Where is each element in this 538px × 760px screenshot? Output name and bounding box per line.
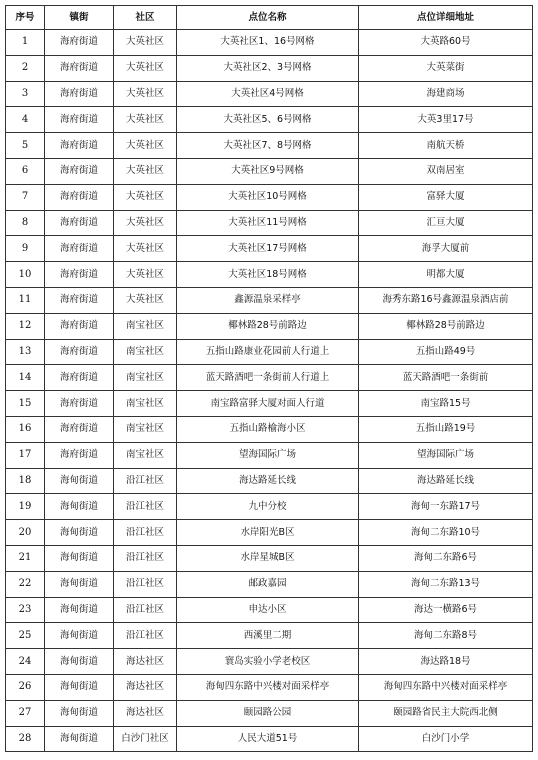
row-number-cell: 18: [6, 468, 45, 494]
row-address-cell: 海秀东路16号鑫源温泉酒店前: [359, 287, 533, 313]
row-point-name-cell: 邮政嘉园: [177, 571, 359, 597]
table-row: [6, 726, 533, 752]
row-community-cell: 大英社区: [114, 55, 177, 81]
row-point-name-cell: 寰岛实验小学老校区: [177, 649, 359, 675]
row-number-cell: 26: [6, 674, 45, 700]
table-row: [6, 339, 533, 365]
row-community-cell: 白沙门社区: [114, 726, 177, 752]
table-body: [6, 30, 533, 752]
row-number-cell: 23: [6, 597, 45, 623]
row-street-cell: 海府街道: [45, 158, 114, 184]
row-community-cell: 南宝社区: [114, 339, 177, 365]
row-street-cell: 海甸街道: [45, 545, 114, 571]
row-number-cell: 21: [6, 545, 45, 571]
row-street-cell: 海府街道: [45, 133, 114, 159]
row-street-cell: 海府街道: [45, 30, 114, 56]
row-number-cell: 3: [6, 81, 45, 107]
row-street-cell: 海甸街道: [45, 726, 114, 752]
row-street-cell: 海甸街道: [45, 520, 114, 546]
row-community-cell: 南宝社区: [114, 416, 177, 442]
table-row: [6, 133, 533, 159]
table-row: [6, 236, 533, 262]
row-point-name-cell: 大英社区18号网格: [177, 262, 359, 288]
row-point-name-cell: 海达路延长线: [177, 468, 359, 494]
row-address-cell: 海达路延长线: [359, 468, 533, 494]
row-number-cell: 7: [6, 184, 45, 210]
row-street-cell: 海府街道: [45, 262, 114, 288]
table-row: [6, 545, 533, 571]
row-street-cell: 海甸街道: [45, 674, 114, 700]
row-point-name-cell: 颐园路公园: [177, 700, 359, 726]
row-address-cell: 五指山路49号: [359, 339, 533, 365]
row-number-cell: 10: [6, 262, 45, 288]
row-address-cell: 海甸二东路13号: [359, 571, 533, 597]
table-row: [6, 81, 533, 107]
row-point-name-cell: 九中分校: [177, 494, 359, 520]
row-number-cell: 13: [6, 339, 45, 365]
row-street-cell: 海府街道: [45, 416, 114, 442]
table-row: [6, 442, 533, 468]
row-address-cell: 海甸二东路6号: [359, 545, 533, 571]
table-row: [6, 520, 533, 546]
row-community-cell: 海达社区: [114, 649, 177, 675]
row-address-cell: 富驿大厦: [359, 184, 533, 210]
row-point-name-cell: 水岸星城B区: [177, 545, 359, 571]
row-street-cell: 海府街道: [45, 287, 114, 313]
row-community-cell: 大英社区: [114, 184, 177, 210]
table-row: [6, 674, 533, 700]
row-community-cell: 大英社区: [114, 107, 177, 133]
row-street-cell: 海府街道: [45, 81, 114, 107]
row-street-cell: 海府街道: [45, 442, 114, 468]
table-row: [6, 262, 533, 288]
table-row: [6, 468, 533, 494]
row-address-cell: 望海国际广场: [359, 442, 533, 468]
table-row: [6, 287, 533, 313]
row-address-cell: 海达一横路6号: [359, 597, 533, 623]
table-row: [6, 571, 533, 597]
row-number-cell: 15: [6, 391, 45, 417]
header-number: 序号: [6, 6, 45, 30]
row-street-cell: 海甸街道: [45, 494, 114, 520]
row-street-cell: 海甸街道: [45, 571, 114, 597]
row-street-cell: 海甸街道: [45, 700, 114, 726]
row-street-cell: 海甸街道: [45, 597, 114, 623]
row-number-cell: 20: [6, 520, 45, 546]
row-community-cell: 南宝社区: [114, 365, 177, 391]
row-address-cell: 大英3里17号: [359, 107, 533, 133]
row-community-cell: 大英社区: [114, 236, 177, 262]
row-point-name-cell: 望海国际广场: [177, 442, 359, 468]
table-row: [6, 55, 533, 81]
row-point-name-cell: 鑫源温泉采样亭: [177, 287, 359, 313]
row-number-cell: 14: [6, 365, 45, 391]
table-row: [6, 313, 533, 339]
row-community-cell: 海达社区: [114, 700, 177, 726]
row-number-cell: 2: [6, 55, 45, 81]
table-row: [6, 623, 533, 649]
row-address-cell: 海甸二东路8号: [359, 623, 533, 649]
row-point-name-cell: 蓝天路酒吧一条街前人行道上: [177, 365, 359, 391]
row-number-cell: 8: [6, 210, 45, 236]
row-number-cell: 28: [6, 726, 45, 752]
header-street: 镇街: [45, 6, 114, 30]
row-number-cell: 6: [6, 158, 45, 184]
row-point-name-cell: 西溪里二期: [177, 623, 359, 649]
row-point-name-cell: 大英社区7、8号网格: [177, 133, 359, 159]
table-row: [6, 391, 533, 417]
row-point-name-cell: 大英社区4号网格: [177, 81, 359, 107]
row-address-cell: 双南居室: [359, 158, 533, 184]
table-row: [6, 107, 533, 133]
table-row: [6, 365, 533, 391]
table-row: [6, 158, 533, 184]
row-point-name-cell: 海甸四东路中兴楼对面采样亭: [177, 674, 359, 700]
row-community-cell: 大英社区: [114, 262, 177, 288]
row-street-cell: 海甸街道: [45, 468, 114, 494]
row-address-cell: 椰林路28号前路边: [359, 313, 533, 339]
row-point-name-cell: 大英社区11号网格: [177, 210, 359, 236]
row-community-cell: 南宝社区: [114, 391, 177, 417]
row-number-cell: 22: [6, 571, 45, 597]
row-number-cell: 27: [6, 700, 45, 726]
row-address-cell: 汇亘大厦: [359, 210, 533, 236]
table-row: [6, 494, 533, 520]
row-community-cell: 沿江社区: [114, 545, 177, 571]
row-community-cell: 南宝社区: [114, 313, 177, 339]
row-community-cell: 沿江社区: [114, 623, 177, 649]
row-address-cell: 颐园路省民主大院西北侧: [359, 700, 533, 726]
row-address-cell: 海甸四东路中兴楼对面采样亭: [359, 674, 533, 700]
row-address-cell: 南航天桥: [359, 133, 533, 159]
row-community-cell: 南宝社区: [114, 442, 177, 468]
table-row: [6, 210, 533, 236]
row-number-cell: 16: [6, 416, 45, 442]
row-number-cell: 25: [6, 623, 45, 649]
row-community-cell: 沿江社区: [114, 597, 177, 623]
header-address: 点位详细地址: [359, 6, 533, 30]
row-point-name-cell: 人民大道51号: [177, 726, 359, 752]
row-address-cell: 明都大厦: [359, 262, 533, 288]
row-street-cell: 海府街道: [45, 236, 114, 262]
row-address-cell: 海达路18号: [359, 649, 533, 675]
row-address-cell: 南宝路15号: [359, 391, 533, 417]
table-row: [6, 30, 533, 56]
row-point-name-cell: 申达小区: [177, 597, 359, 623]
row-street-cell: 海府街道: [45, 313, 114, 339]
sampling-points-table: [5, 5, 533, 752]
table-row: [6, 649, 533, 675]
row-community-cell: 大英社区: [114, 133, 177, 159]
row-number-cell: 5: [6, 133, 45, 159]
row-address-cell: 大英菜街: [359, 55, 533, 81]
row-point-name-cell: 大英社区1、16号网格: [177, 30, 359, 56]
row-community-cell: 大英社区: [114, 210, 177, 236]
row-address-cell: 蓝天路酒吧一条街前: [359, 365, 533, 391]
row-number-cell: 12: [6, 313, 45, 339]
row-community-cell: 沿江社区: [114, 468, 177, 494]
table-row: [6, 184, 533, 210]
row-point-name-cell: 大英社区5、6号网格: [177, 107, 359, 133]
row-street-cell: 海府街道: [45, 55, 114, 81]
table-row: [6, 700, 533, 726]
row-point-name-cell: 五指山路榆海小区: [177, 416, 359, 442]
row-number-cell: 24: [6, 649, 45, 675]
table-row: [6, 416, 533, 442]
row-point-name-cell: 大英社区9号网格: [177, 158, 359, 184]
row-address-cell: 海甸二东路10号: [359, 520, 533, 546]
row-point-name-cell: 大英社区2、3号网格: [177, 55, 359, 81]
row-street-cell: 海府街道: [45, 184, 114, 210]
row-street-cell: 海府街道: [45, 210, 114, 236]
row-number-cell: 17: [6, 442, 45, 468]
row-community-cell: 沿江社区: [114, 571, 177, 597]
row-address-cell: 海甸一东路17号: [359, 494, 533, 520]
row-number-cell: 11: [6, 287, 45, 313]
row-address-cell: 五指山路19号: [359, 416, 533, 442]
header-point-name: 点位名称: [177, 6, 359, 30]
header-community: 社区: [114, 6, 177, 30]
row-number-cell: 1: [6, 30, 45, 56]
row-street-cell: 海府街道: [45, 391, 114, 417]
row-street-cell: 海甸街道: [45, 623, 114, 649]
row-number-cell: 4: [6, 107, 45, 133]
row-community-cell: 大英社区: [114, 287, 177, 313]
row-community-cell: 沿江社区: [114, 520, 177, 546]
row-point-name-cell: 五指山路康业花园前人行道上: [177, 339, 359, 365]
row-address-cell: 大英路60号: [359, 30, 533, 56]
row-point-name-cell: 大英社区17号网格: [177, 236, 359, 262]
row-street-cell: 海府街道: [45, 365, 114, 391]
row-street-cell: 海府街道: [45, 107, 114, 133]
row-point-name-cell: 水岸阳光B区: [177, 520, 359, 546]
row-community-cell: 大英社区: [114, 30, 177, 56]
row-point-name-cell: 大英社区10号网格: [177, 184, 359, 210]
row-community-cell: 海达社区: [114, 674, 177, 700]
row-number-cell: 9: [6, 236, 45, 262]
row-street-cell: 海府街道: [45, 339, 114, 365]
row-community-cell: 沿江社区: [114, 494, 177, 520]
row-community-cell: 大英社区: [114, 81, 177, 107]
row-address-cell: 海建商场: [359, 81, 533, 107]
table-row: [6, 597, 533, 623]
row-number-cell: 19: [6, 494, 45, 520]
row-community-cell: 大英社区: [114, 158, 177, 184]
row-point-name-cell: 南宝路富驿大厦对面人行道: [177, 391, 359, 417]
row-address-cell: 白沙门小学: [359, 726, 533, 752]
table-header-row: [6, 6, 533, 30]
row-address-cell: 海孚大厦前: [359, 236, 533, 262]
row-point-name-cell: 椰林路28号前路边: [177, 313, 359, 339]
row-street-cell: 海甸街道: [45, 649, 114, 675]
